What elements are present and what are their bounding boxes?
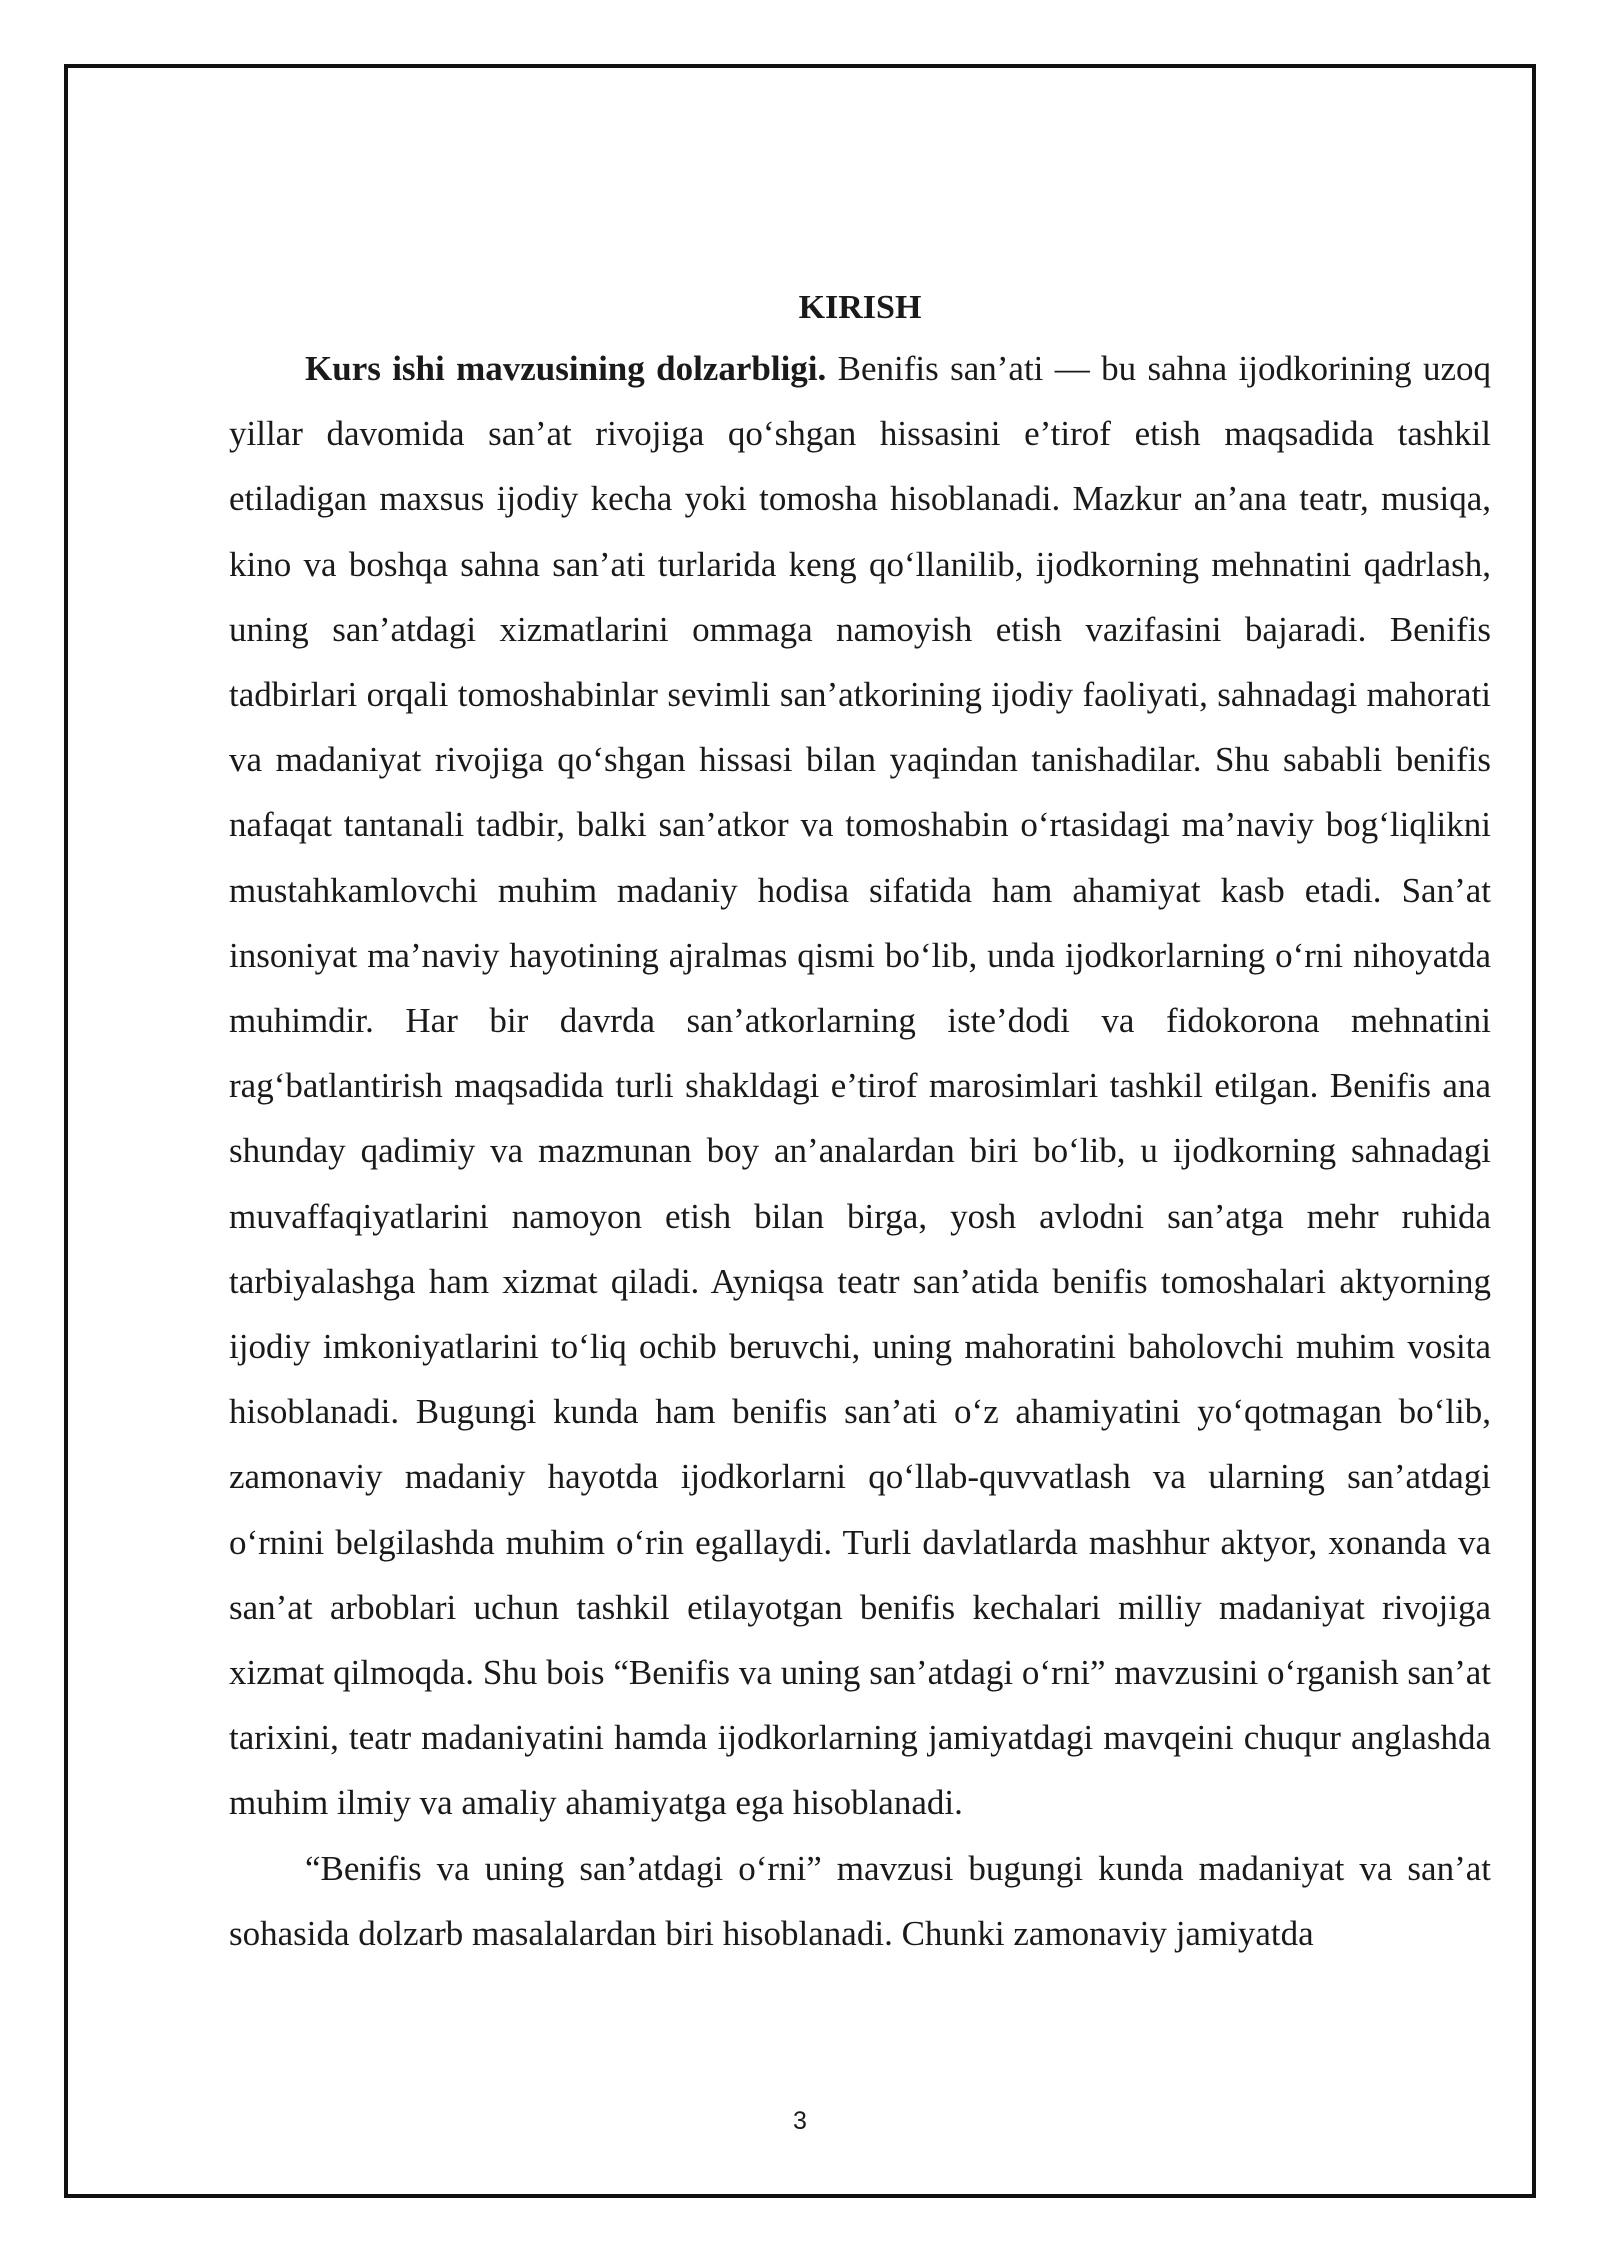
paragraph-text: “Benifis va uning san’atdagi o‘rni” mavzusi bugungi kunda madaniyat va san’at sohasida dolzarb masalalardan biri hisoblanadi. Chunki zamonaviy jamiyatda [229,1848,1491,1953]
paragraph-text: Benifis san’ati — bu sahna ijodkorining uzoq yillar davomida san’at rivojiga qo‘shgan hissasini e’tirof etish maqsadida tashkil etiladigan maxsus ijodiy kecha yoki tomosha hisoblanadi. Mazkur an’ana teatr, musiqa, kino va boshqa sahna san’ati turlarida keng qo‘llanilib, ijodkorning mehnatini qadrlash, uning san’atdagi xizmatlarini ommaga namoyish etish vazifasini bajaradi. Benifis tadbirlari orqali tomoshabinlar sevimli san’atkorining ijodiy faoliyati, sahnadagi mahorati va madaniyat rivojiga qo‘shgan hissasi bilan yaqindan tanishadilar. Shu sababli benifis nafaqat tantanali tadbir, balki san’atkor va tomoshabin o‘rtasidagi ma’naviy bog‘liqlikni mustahkamlovchi muhim madaniy hodisa sifatida ham ahamiyat kasb etadi. San’at insoniyat ma’naviy hayotining ajralmas qismi bo‘lib, unda ijodkorlarning o‘rni nihoyatda muhimdir. Har bir davrda san’atkorlarning iste’dodi va fidokorona mehnatini rag‘batlantirish maqsadida turli shakldagi e’tirof marosimlari tashkil etilgan. Benifis ana shunday qadimiy va mazmunan boy an’analardan biri bo‘lib, u ijodkorning sahnadagi muvaffaqiyatlarini namoyon etish bilan birga, yosh avlodni san’atga mehr ruhida tarbiyalashga ham xizmat qiladi. Ayniqsa teatr san’atida benifis tomoshalari aktyorning ijodiy imkoniyatlarini to‘liq ochib beruvchi, uning mahoratini baholovchi muhim vosita hisoblanadi. Bugungi kunda ham benifis san’ati o‘z ahamiyatini yo‘qotmagan bo‘lib, zamonaviy madaniy hayotda ijodkorlarni qo‘llab-quvvatlash va ularning san’atdagi o‘rnini belgilashda muhim o‘rin egallaydi. Turli davlatlarda mashhur aktyor, xonanda va san’at arboblari uchun tashkil etilayotgan benifis kechalari milliy madaniyat rivojiga xizmat qilmoqda. Shu bois “Benifis va uning san’atdagi o‘rni” mavzusini o‘rganish san’at tarixini, teatr madaniyatini hamda ijodkorlarning jamiyatdagi mavqeini chuqur anglashda muhim ilmiy va amaliy ahamiyatga ega hisoblanadi. [229,349,1491,1823]
paragraph-relevance [229,336,1491,1836]
paragraph-lead: Kurs ishi mavzusining dolzarbligi. [305,349,827,388]
document-body [229,288,1491,1966]
paragraph-continuation [229,1836,1491,1966]
section-heading: KIRISH [798,289,922,326]
page-number: 3 [793,2107,807,2135]
